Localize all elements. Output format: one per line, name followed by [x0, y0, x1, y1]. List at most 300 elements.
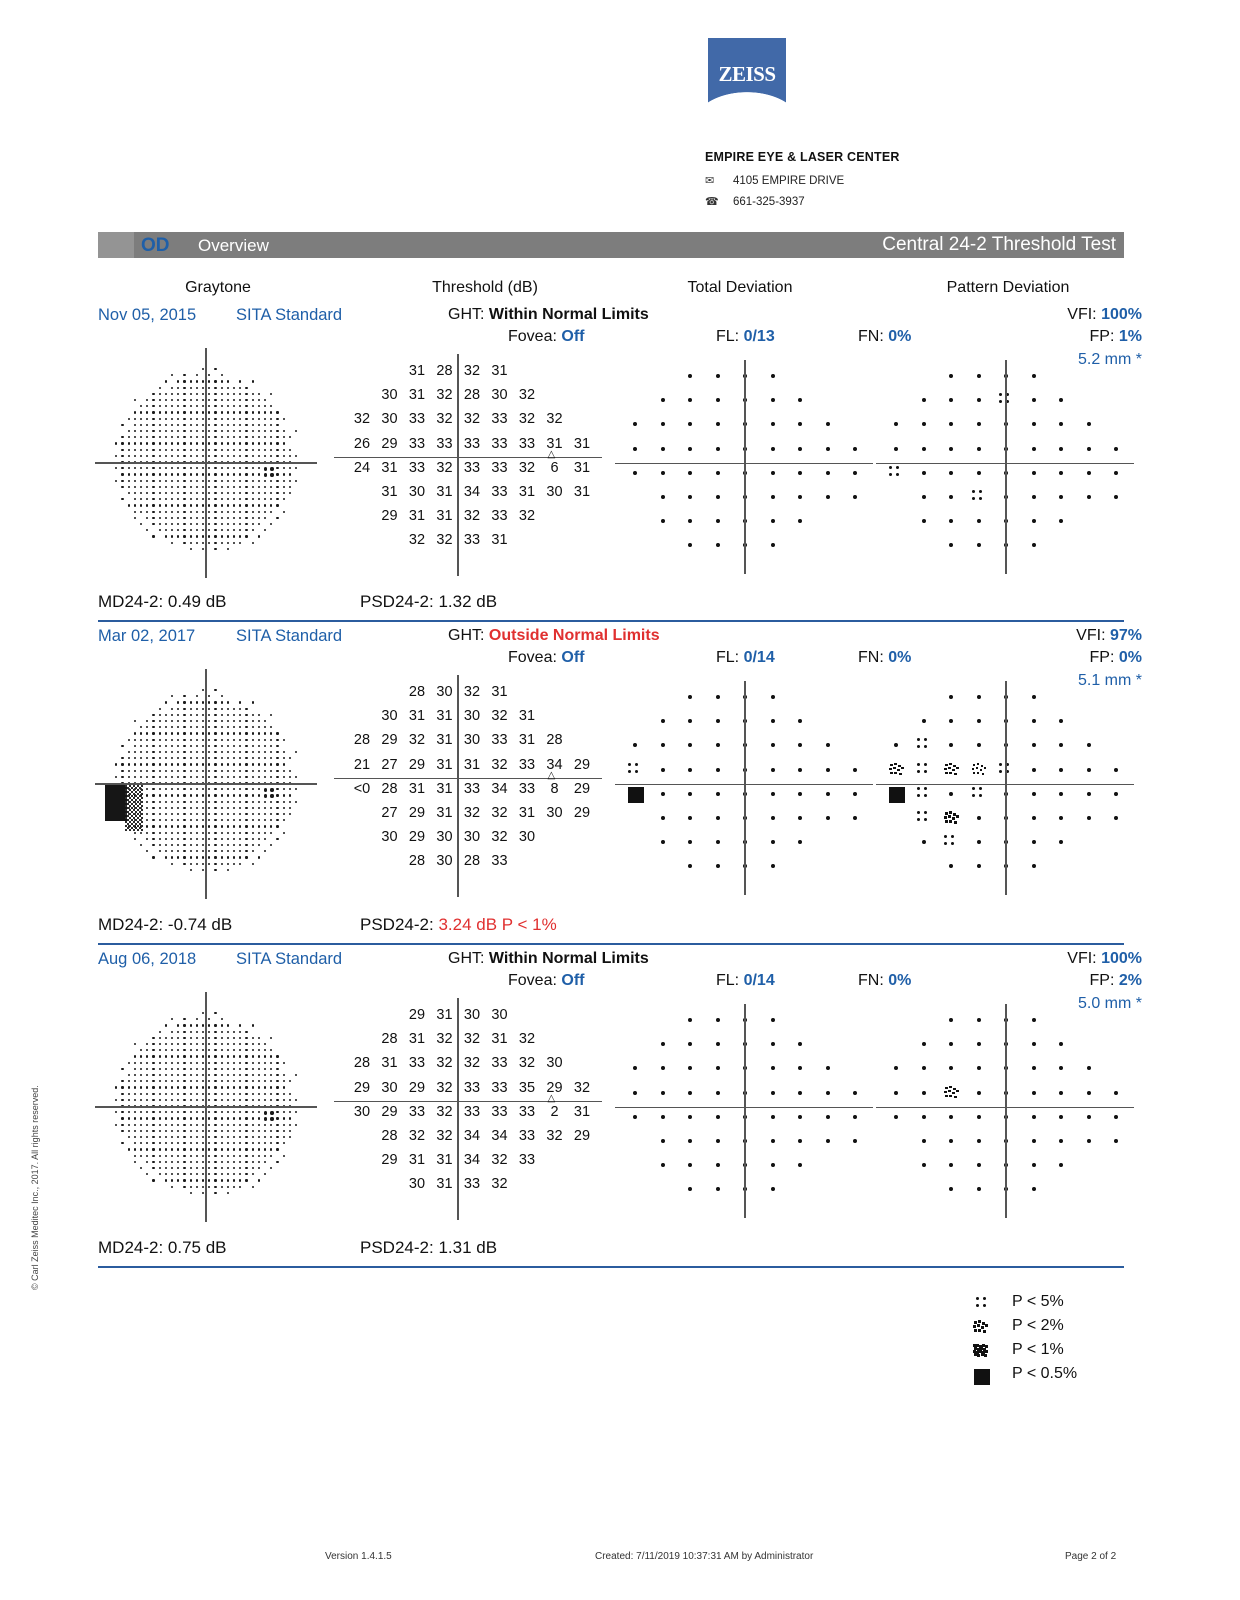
deviation-dot — [1059, 816, 1063, 820]
clinic-address-row — [705, 174, 844, 187]
deviation-dot — [894, 743, 898, 747]
deviation-dot — [716, 422, 720, 426]
threshold-value: 33 — [518, 1128, 536, 1144]
threshold-value: 33 — [463, 780, 481, 797]
threshold-value: 28 — [546, 732, 563, 749]
footer-version: Version 1.4.1.5 — [325, 1551, 392, 1562]
p5-icon — [889, 466, 900, 477]
threshold-value: 32 — [353, 411, 371, 428]
false-negative-row — [858, 972, 911, 990]
deviation-dot — [1114, 495, 1118, 499]
deviation-dot — [949, 695, 953, 699]
deviation-dot — [1087, 816, 1091, 820]
deviation-dot — [853, 447, 857, 451]
deviation-dot — [826, 1066, 830, 1070]
threshold-value: 21 — [353, 756, 371, 773]
deviation-dot — [949, 447, 953, 451]
deviation-dot — [771, 1115, 775, 1119]
deviation-dot — [633, 1115, 637, 1119]
threshold-value: 33 — [518, 1152, 536, 1169]
threshold-value: 31 — [436, 756, 453, 773]
threshold-value: 6 — [550, 459, 559, 476]
deviation-dot — [716, 816, 720, 820]
deviation-dot — [1114, 1139, 1118, 1143]
deviation-dot — [1114, 768, 1118, 772]
deviation-dot — [633, 422, 637, 426]
deviation-dot — [661, 816, 665, 820]
threshold-value: 29 — [573, 1128, 591, 1144]
threshold-grid — [352, 363, 602, 562]
clinic-name: EMPIRE EYE & LASER CENTER — [705, 150, 900, 164]
deviation-dot — [688, 543, 692, 547]
threshold-value: 32 — [518, 1031, 536, 1048]
deviation-dot — [688, 768, 692, 772]
deviation-dot — [716, 1115, 720, 1119]
false-positive-row — [1090, 649, 1142, 667]
deviation-dot — [894, 1091, 898, 1095]
deviation-dot — [771, 792, 775, 796]
p2-icon — [973, 1320, 988, 1333]
threshold-value: 35 — [518, 1079, 536, 1096]
fovea-row — [508, 972, 584, 990]
deviation-dot — [771, 374, 775, 378]
deviation-dot — [798, 495, 802, 499]
threshold-value: 32 — [491, 708, 508, 725]
threshold-value: 28 — [463, 853, 481, 870]
deviation-dot — [949, 519, 953, 523]
threshold-value: 32 — [491, 829, 508, 846]
deviation-dot — [771, 1018, 775, 1022]
deviation-dot — [661, 1139, 665, 1143]
threshold-value: 33 — [491, 435, 508, 452]
deviation-dot — [1087, 1091, 1091, 1095]
threshold-value: 33 — [463, 1176, 481, 1193]
false-negative-row — [858, 649, 911, 667]
deviation-dot — [1032, 1066, 1036, 1070]
deviation-dot — [798, 519, 802, 523]
deviation-dot — [1032, 743, 1036, 747]
p5-icon — [976, 1297, 987, 1308]
threshold-vertical-axis — [457, 998, 459, 1220]
fl-label: FL: — [716, 649, 740, 666]
md-label: MD24-2: — [98, 915, 164, 934]
md-value: -0.74 dB — [167, 915, 233, 934]
deviation-dot — [949, 1042, 953, 1046]
threshold-value: 30 — [381, 829, 398, 846]
column-title-graytone: Graytone — [185, 279, 251, 296]
fixation-loss-row — [716, 328, 775, 346]
deviation-dot — [922, 519, 926, 523]
deviation-dot — [1032, 471, 1036, 475]
fixation-loss-row — [716, 649, 775, 667]
p2-icon — [944, 811, 959, 824]
deviation-dot — [977, 374, 981, 378]
deviation-dot — [716, 1139, 720, 1143]
threshold-value: 32 — [491, 805, 508, 821]
threshold-value: 29 — [381, 732, 398, 749]
legend-item — [970, 1316, 1140, 1340]
vfi-label: VFI: — [1067, 306, 1097, 323]
deviation-dot — [716, 374, 720, 378]
deviation-dot — [853, 1091, 857, 1095]
threshold-value: 31 — [381, 1055, 398, 1072]
ght-label: GHT: — [448, 950, 485, 967]
deviation-dot — [716, 792, 720, 796]
threshold-value: 30 — [353, 1103, 371, 1120]
threshold-value: 33 — [463, 459, 481, 476]
deviation-dot — [1059, 768, 1063, 772]
deviation-dot — [977, 1115, 981, 1119]
threshold-value: 32 — [463, 1055, 481, 1072]
vfi-value: 97% — [1109, 627, 1142, 644]
deviation-dot — [661, 1163, 665, 1167]
deviation-dot — [716, 1163, 720, 1167]
deviation-dot — [688, 719, 692, 723]
threshold-value: 31 — [491, 684, 508, 700]
threshold-value: 34 — [491, 780, 508, 797]
deviation-dot — [798, 743, 802, 747]
graytone-defect-block — [105, 785, 127, 821]
deviation-dot — [716, 840, 720, 844]
deviation-dot — [771, 719, 775, 723]
threshold-value: 31 — [491, 1031, 508, 1048]
deviation-dot — [771, 743, 775, 747]
test-date: Nov 05, 2015 — [98, 306, 197, 324]
deviation-dot — [1059, 1139, 1063, 1143]
threshold-value: 33 — [408, 1103, 426, 1120]
fn-value: 0% — [888, 649, 912, 666]
deviation-dot — [661, 743, 665, 747]
test-strategy: SITA Standard — [236, 950, 343, 968]
deviation-dot — [661, 1115, 665, 1119]
threshold-value: 30 — [381, 1079, 398, 1096]
threshold-value: 30 — [408, 1176, 426, 1193]
blind-spot-marker: △ — [547, 769, 556, 781]
test-date: Mar 02, 2017 — [98, 627, 196, 645]
threshold-value: 31 — [573, 435, 591, 452]
deviation-dot — [716, 743, 720, 747]
deviation-dot — [688, 1042, 692, 1046]
pattern-deviation-map — [886, 368, 1136, 564]
threshold-value: 32 — [546, 411, 563, 428]
deviation-dot — [798, 719, 802, 723]
report-header — [0, 0, 1240, 225]
deviation-dot — [798, 840, 802, 844]
deviation-dot — [853, 1115, 857, 1119]
title-band — [98, 232, 1124, 258]
threshold-value: 31 — [436, 508, 453, 525]
fn-label: FN: — [858, 972, 884, 989]
threshold-value: 32 — [436, 459, 453, 476]
threshold-value: 32 — [463, 805, 481, 821]
clinic-address: 4105 EMPIRE DRIVE — [733, 175, 845, 187]
threshold-vertical-axis — [457, 354, 459, 576]
threshold-value: 28 — [463, 387, 481, 404]
ght-label: GHT: — [448, 627, 485, 644]
md-value: 0.75 dB — [167, 1238, 227, 1257]
threshold-value: 31 — [408, 363, 426, 379]
fovea-value: Off — [561, 972, 585, 989]
vertical-axis — [744, 360, 746, 574]
deviation-dot — [949, 719, 953, 723]
threshold-value: 32 — [546, 1128, 563, 1144]
deviation-dot — [977, 1091, 981, 1095]
fovea-value: Off — [561, 649, 585, 666]
deviation-dot — [922, 471, 926, 475]
threshold-value: 31 — [491, 532, 508, 549]
deviation-dot — [853, 1139, 857, 1143]
deviation-dot — [1032, 447, 1036, 451]
p5-icon — [972, 490, 983, 501]
deviation-dot — [1087, 471, 1091, 475]
threshold-value: 29 — [381, 435, 398, 452]
threshold-value: 29 — [381, 508, 398, 525]
graytone-horizontal-axis — [95, 783, 317, 785]
p1-icon — [973, 1344, 988, 1358]
deviation-dot — [826, 816, 830, 820]
threshold-value: 32 — [408, 1128, 426, 1144]
deviation-dot — [949, 471, 953, 475]
fovea-row — [508, 649, 584, 667]
deviation-dot — [949, 743, 953, 747]
threshold-value: 33 — [463, 1079, 481, 1096]
horizontal-axis — [876, 463, 1134, 465]
deviation-dot — [977, 1018, 981, 1022]
section-divider — [98, 620, 1124, 622]
horizontal-axis — [615, 463, 873, 465]
pupil-size: 5.2 mm * — [1077, 351, 1142, 368]
threshold-value: 29 — [408, 1007, 426, 1023]
deviation-dot — [716, 1187, 720, 1191]
deviation-dot — [798, 447, 802, 451]
threshold-value: 31 — [436, 1007, 453, 1023]
deviation-dot — [661, 471, 665, 475]
horizontal-axis — [615, 784, 873, 786]
clinic-phone: 661-325-3937 — [733, 196, 805, 208]
threshold-value: 32 — [436, 1103, 453, 1120]
deviation-dot — [949, 1139, 953, 1143]
threshold-grid — [352, 684, 602, 883]
deviation-dot — [1114, 1091, 1118, 1095]
deviation-dot — [688, 1066, 692, 1070]
deviation-dot — [826, 1139, 830, 1143]
deviation-dot — [1059, 422, 1063, 426]
fp-label: FP: — [1089, 649, 1115, 666]
threshold-value: 31 — [518, 805, 536, 821]
threshold-value: 31 — [408, 1152, 426, 1169]
deviation-dot — [922, 1042, 926, 1046]
threshold-value: 33 — [436, 435, 453, 452]
vfi-label: VFI: — [1067, 950, 1097, 967]
p2-icon — [944, 763, 959, 776]
threshold-value: 32 — [436, 411, 453, 428]
threshold-value: 32 — [518, 459, 536, 476]
total-deviation-map — [625, 368, 875, 564]
threshold-value: 34 — [463, 1152, 481, 1169]
threshold-value: <0 — [353, 780, 371, 797]
threshold-value: 32 — [518, 387, 536, 404]
deviation-dot — [949, 1115, 953, 1119]
threshold-value: 30 — [436, 684, 453, 700]
blind-spot-marker: △ — [547, 1092, 556, 1104]
fp-label: FP: — [1089, 328, 1115, 345]
deviation-dot — [1032, 792, 1036, 796]
deviation-dot — [922, 719, 926, 723]
graytone-defect-shade — [125, 783, 143, 831]
threshold-value: 29 — [546, 1079, 563, 1096]
deviation-dot — [1087, 743, 1091, 747]
psd-value-row — [360, 915, 557, 935]
vertical-axis — [744, 1004, 746, 1218]
md-value: 0.49 dB — [167, 592, 227, 611]
deviation-dot — [826, 792, 830, 796]
threshold-value: 32 — [436, 1079, 453, 1096]
p5-icon — [917, 811, 928, 822]
deviation-dot — [1032, 1163, 1036, 1167]
deviation-dot — [1032, 864, 1036, 868]
deviation-dot — [826, 1091, 830, 1095]
threshold-value: 32 — [491, 1176, 508, 1193]
psd-value: 3.24 dB — [438, 915, 498, 934]
deviation-dot — [1032, 1115, 1036, 1119]
threshold-value: 33 — [518, 780, 536, 797]
threshold-value: 30 — [546, 1055, 563, 1072]
threshold-value: 31 — [573, 484, 591, 500]
deviation-dot — [1087, 792, 1091, 796]
deviation-dot — [922, 840, 926, 844]
ght-row — [448, 950, 649, 968]
fl-value: 0/13 — [743, 328, 775, 345]
threshold-value: 27 — [381, 805, 398, 821]
md-value-row — [98, 592, 227, 612]
view-label: Overview — [198, 236, 269, 255]
p2-icon — [944, 1086, 959, 1099]
p2-icon — [972, 763, 987, 776]
threshold-value: 31 — [408, 387, 426, 404]
deviation-dot — [771, 1066, 775, 1070]
deviation-dot — [1087, 1066, 1091, 1070]
deviation-dot — [798, 1091, 802, 1095]
psd-label: PSD24-2: — [360, 1238, 434, 1257]
deviation-dot — [1059, 1042, 1063, 1046]
deviation-dot — [949, 1187, 953, 1191]
threshold-value: 34 — [491, 1128, 508, 1144]
deviation-dot — [688, 374, 692, 378]
threshold-value: 30 — [491, 387, 508, 404]
deviation-dot — [1087, 1139, 1091, 1143]
deviation-dot — [771, 495, 775, 499]
vertical-axis — [744, 681, 746, 895]
threshold-value: 30 — [436, 853, 453, 870]
threshold-value: 30 — [463, 1007, 481, 1023]
deviation-dot — [661, 792, 665, 796]
graytone-map — [105, 364, 305, 560]
deviation-dot — [977, 840, 981, 844]
deviation-dot — [1059, 743, 1063, 747]
deviation-dot — [798, 422, 802, 426]
md-value-row — [98, 915, 232, 935]
vertical-axis — [1005, 1004, 1007, 1218]
total-deviation-map — [625, 689, 875, 885]
zeiss-logo-text: ZEISS — [718, 62, 776, 86]
threshold-value: 31 — [436, 805, 453, 821]
deviation-dot — [798, 816, 802, 820]
threshold-value: 31 — [573, 459, 591, 476]
deviation-dot — [853, 471, 857, 475]
deviation-dot — [1087, 447, 1091, 451]
deviation-dot — [894, 1066, 898, 1070]
threshold-value: 32 — [491, 756, 508, 773]
deviation-dot — [716, 695, 720, 699]
deviation-dot — [1114, 447, 1118, 451]
threshold-value: 27 — [381, 756, 398, 773]
deviation-dot — [977, 743, 981, 747]
deviation-dot — [922, 447, 926, 451]
deviation-dot — [1059, 1163, 1063, 1167]
deviation-dot — [949, 864, 953, 868]
deviation-dot — [771, 768, 775, 772]
deviation-dot — [771, 422, 775, 426]
deviation-dot — [949, 1066, 953, 1070]
threshold-value: 33 — [463, 532, 481, 549]
deviation-dot — [661, 1066, 665, 1070]
threshold-value: 31 — [436, 1176, 453, 1193]
deviation-dot — [1032, 719, 1036, 723]
threshold-vertical-axis — [457, 675, 459, 897]
deviation-dot — [688, 840, 692, 844]
threshold-value: 33 — [463, 435, 481, 452]
deviation-dot — [771, 471, 775, 475]
deviation-dot — [1032, 519, 1036, 523]
significance-legend — [970, 1292, 1140, 1388]
deviation-dot — [826, 471, 830, 475]
pattern-deviation-map — [886, 689, 1136, 885]
threshold-value: 31 — [381, 459, 398, 476]
threshold-value: 32 — [408, 732, 426, 749]
deviation-dot — [853, 816, 857, 820]
deviation-dot — [716, 1042, 720, 1046]
deviation-dot — [977, 543, 981, 547]
clinic-phone-row — [705, 195, 805, 208]
deviation-dot — [977, 719, 981, 723]
threshold-value: 33 — [491, 732, 508, 749]
threshold-value: 28 — [408, 684, 426, 700]
ght-value: Within Normal Limits — [488, 306, 649, 323]
vfi-label: VFI: — [1076, 627, 1106, 644]
graytone-map — [105, 685, 305, 881]
threshold-value: 31 — [436, 484, 453, 500]
deviation-dot — [633, 1091, 637, 1095]
band-left-swatch — [98, 232, 134, 258]
deviation-dot — [798, 1066, 802, 1070]
deviation-dot — [771, 519, 775, 523]
deviation-dot — [1059, 840, 1063, 844]
threshold-value: 29 — [573, 780, 591, 797]
md-label: MD24-2: — [98, 592, 164, 611]
deviation-dot — [688, 1115, 692, 1119]
deviation-dot — [826, 422, 830, 426]
deviation-dot — [977, 1139, 981, 1143]
graytone-map — [105, 1008, 305, 1204]
fp-value: 1% — [1118, 328, 1142, 345]
test-strategy: SITA Standard — [236, 627, 343, 645]
deviation-dot — [798, 471, 802, 475]
graytone-horizontal-axis — [95, 1106, 317, 1108]
deviation-dot — [949, 422, 953, 426]
test-strategy: SITA Standard — [236, 306, 343, 324]
threshold-value: 33 — [491, 1103, 508, 1120]
threshold-value: 31 — [408, 780, 426, 797]
